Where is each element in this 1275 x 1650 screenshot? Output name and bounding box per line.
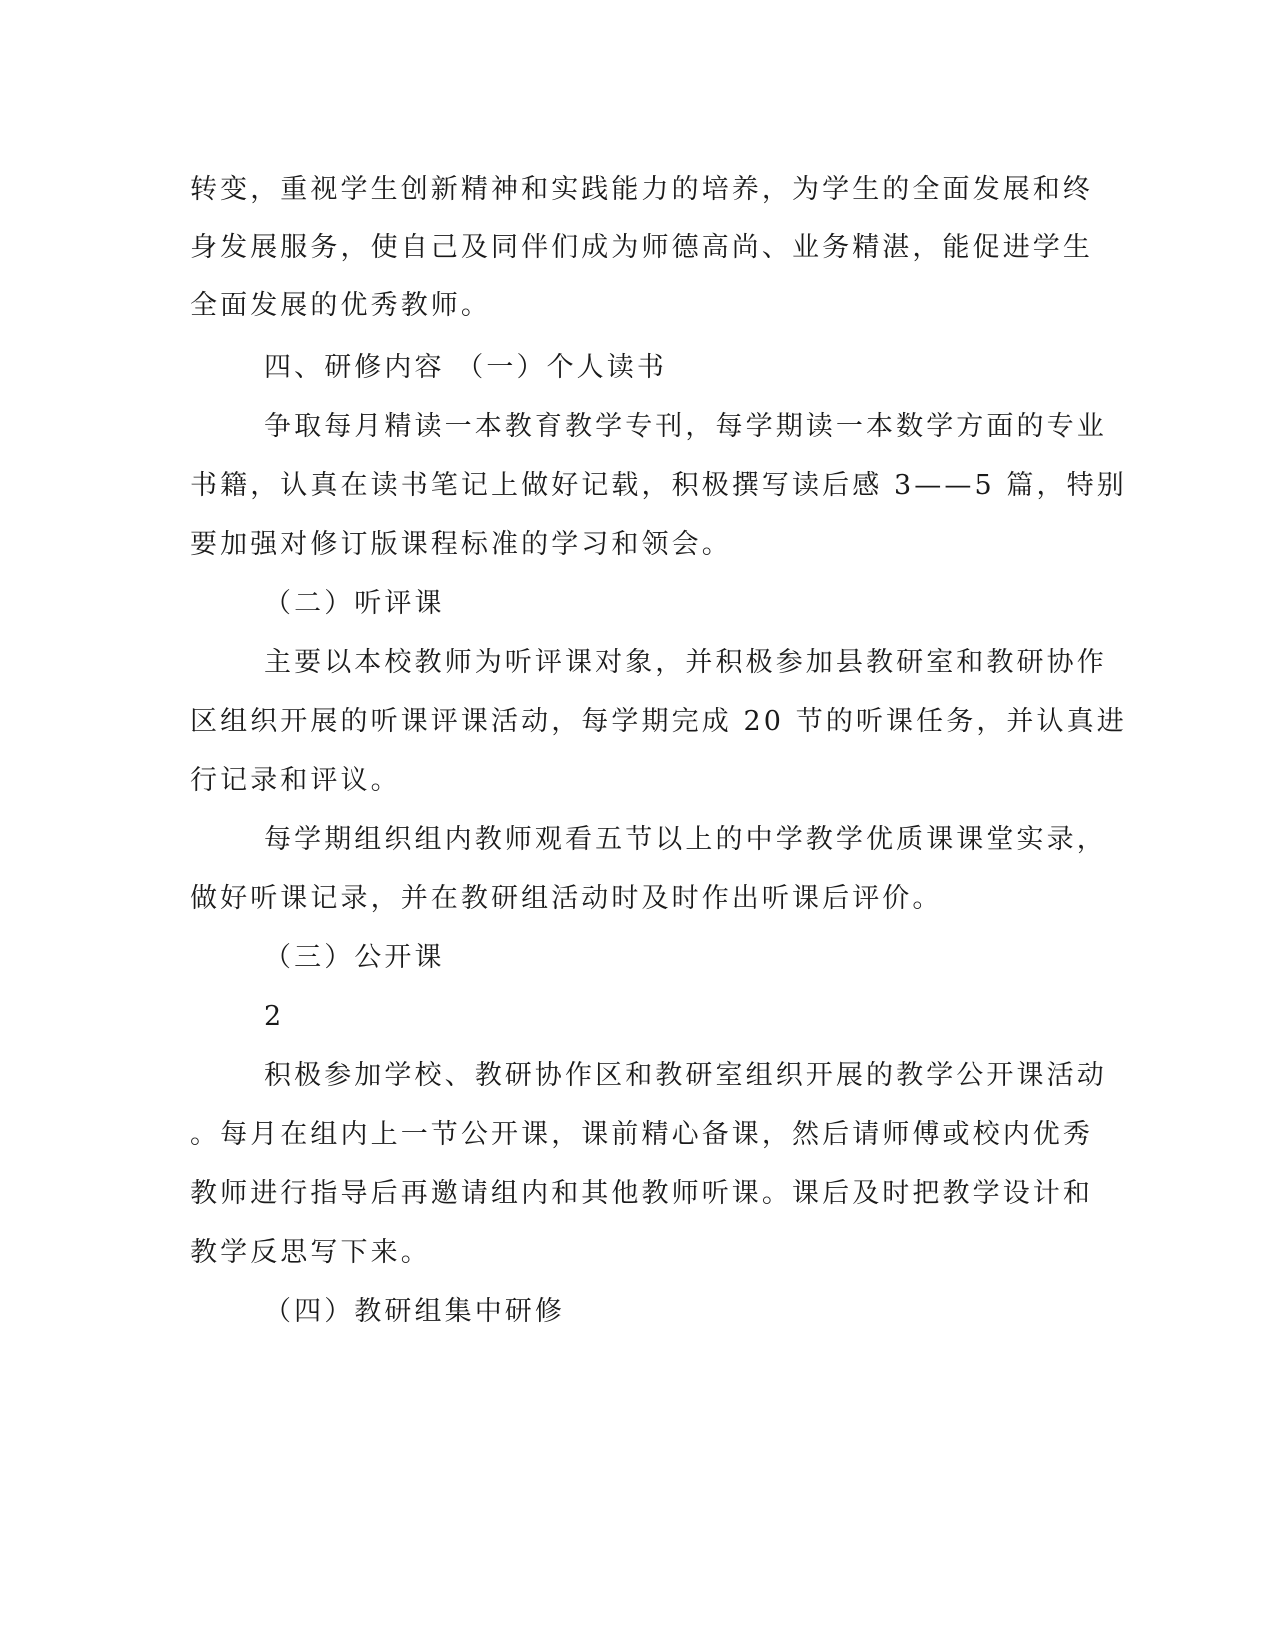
paragraph-line: 身发展服务，使自己及同伴们成为师德高尚、业务精湛，能促进学生 [190,232,1093,263]
paragraph-line: 转变，重视学生创新精神和实践能力的培养，为学生的全面发展和终 [190,174,1093,205]
subsection-heading: （二）听评课 [264,588,445,619]
paragraph-line: 行记录和评议。 [190,765,401,796]
paragraph-line: 主要以本校教师为听评课对象，并积极参加县教研室和教研协作 [264,647,1107,678]
paragraph-line: 每学期组织组内教师观看五节以上的中学教学优质课课堂实录， [264,824,1107,855]
paragraph-line: 争取每月精读一本教育教学专刊，每学期读一本数学方面的专业 [264,411,1107,442]
section-heading: 四、研修内容 （一）个人读书 [264,352,667,383]
paragraph-line: 要加强对修订版课程标准的学习和领会。 [190,529,732,560]
subsection-heading: （四）教研组集中研修 [264,1296,565,1327]
subsection-heading: （三）公开课 [264,942,445,973]
page-number: 2 [264,1001,285,1032]
paragraph-line: 做好听课记录，并在教研组活动时及时作出听课后评价。 [190,883,943,914]
paragraph-line: 全面发展的优秀教师。 [190,290,491,321]
paragraph-line: 。每月在组内上一节公开课，课前精心备课，然后请师傅或校内优秀 [190,1119,1093,1150]
paragraph-line: 书籍，认真在读书笔记上做好记载，积极撰写读后感 3——5 篇，特别 [190,470,1127,501]
paragraph-line: 教师进行指导后再邀请组内和其他教师听课。课后及时把教学设计和 [190,1178,1093,1209]
paragraph-line: 教学反思写下来。 [190,1237,431,1268]
paragraph-line: 区组织开展的听课评课活动，每学期完成 20 节的听课任务，并认真进 [190,706,1127,737]
paragraph-line: 积极参加学校、教研协作区和教研室组织开展的教学公开课活动 [264,1060,1107,1091]
